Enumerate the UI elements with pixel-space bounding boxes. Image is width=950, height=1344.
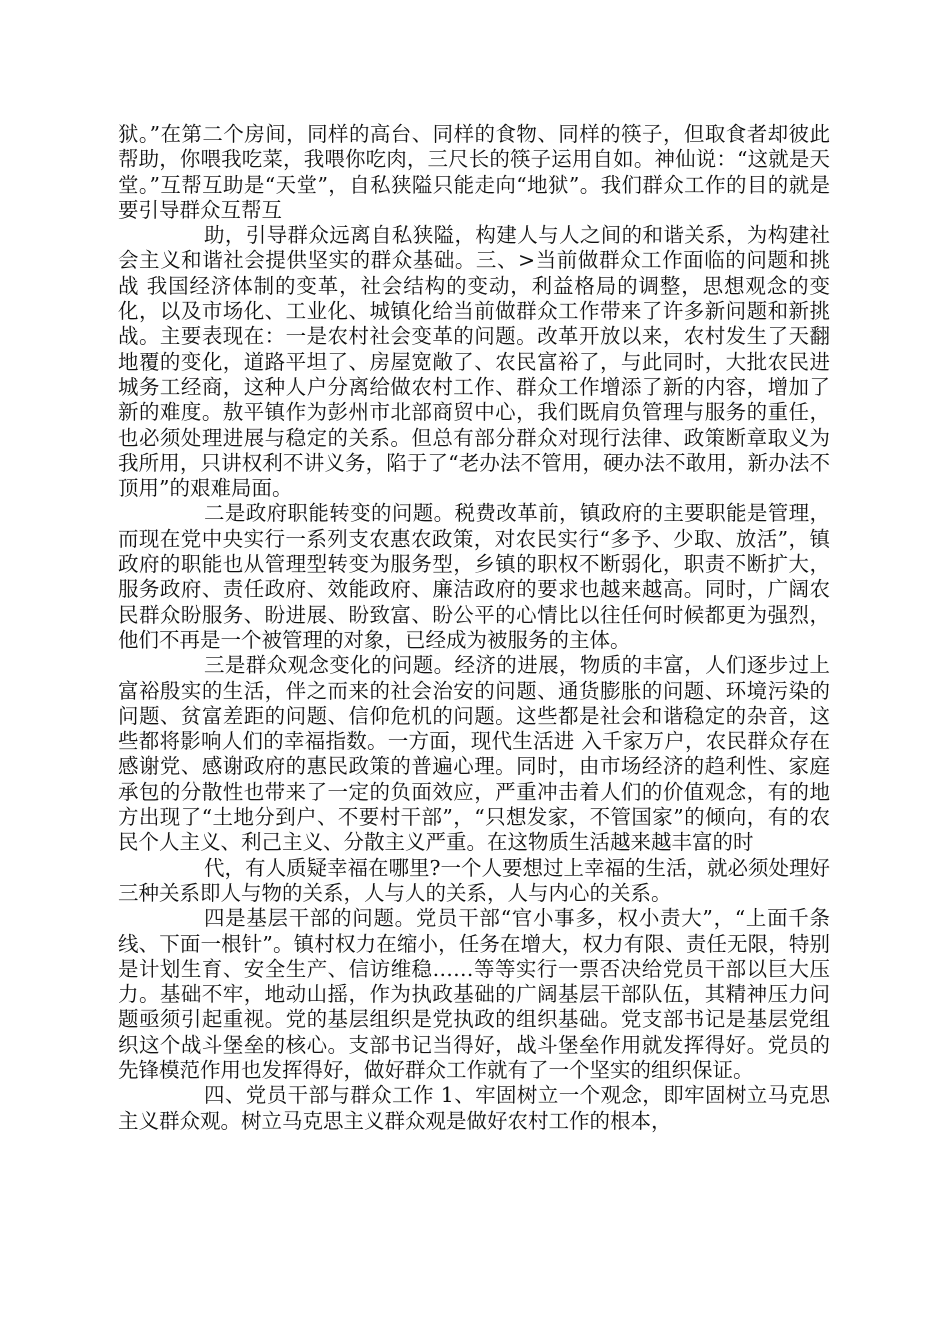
- paragraph-heaven-hell-story: 狱。”在第二个房间，同样的高台、同样的食物、同样的筷子，但取食者却彼此帮助，你喂我吃菜，我喂你吃肉，三尺长的筷子运用自如。神仙说：“这就是天堂。”互帮互助是“天堂”，自私狭隘只能走向“地狱”。我们群众工作的目的就是要引导群众互帮互: [118, 122, 830, 222]
- paragraph-challenges-intro: 助，引导群众远离自私狭隘，构建人与人之间的和谐关系，为构建社会主义和谐社会提供坚实的群众基础。三、>当前做群众工作面临的问题和挑战 我国经济体制的变革，社会结构的变动，利益格局的调整，思想观念的变化，以及市场化、工业化、城镇化给当前做群众工作带来了许多新问题和新挑战。主要表现在：一是农村社会变革的问题。改革开放以来，农村发生了天翻地覆的变化，道路平坦了、房屋宽敞了、农民富裕了，与此同时，大批农民进城务工经商，这种人户分离给做农村工作、群众工作增添了新的内容，增加了新的难度。敖平镇作为彭州市北部商贸中心，我们既肩负管理与服务的重任，也必须处理进展与稳定的关系。但总有部分群众对现行法律、政策断章取义为我所用，只讲权利不讲义务，陷于了“老办法不管用，硬办法不敢用，新办法不顶用”的艰难局面。: [118, 223, 830, 501]
- document-page: [118, 122, 830, 1134]
- paragraph-grassroots-cadres: 四是基层干部的问题。党员干部“官小事多，权小责大”，“上面千条线、下面一根针”。镇村权力在缩小，任务在增大，权力有限、责任无限，特别是计划生育、安全生产、信访维稳……等等实行一票否决给党员干部以巨大压力。基础不牢，地动山摇，作为执政基础的广阔基层干部队伍，其精神压力问题亟须引起重视。党的基层组织是党执政的组织基础。党支部书记是基层党组织这个战斗堡垒的核心。支部书记当得好，战斗堡垒作用就发挥得好。党员的先锋模范作用也发挥得好，做好群众工作就有了一个坚实的组织保证。: [118, 906, 830, 1082]
- paragraph-government-functions: 二是政府职能转变的问题。税费改革前，镇政府的主要职能是管理，而现在党中央实行一系列支农惠农政策，对农民实行“多予、少取、放活”，镇政府的职能也从管理型转变为服务型，乡镇的职权不断弱化，职责不断扩大，服务政府、责任政府、效能政府、廉洁政府的要求也越来越高。同时，广阔农民群众盼服务、盼进展、盼致富、盼公平的心情比以往任何时候都更为强烈，他们不再是一个被管理的对象，已经成为被服务的主体。: [118, 501, 830, 652]
- paragraph-public-attitudes: 三是群众观念变化的问题。经济的进展，物质的丰富，人们逐步过上富裕殷实的生活，伴之而来的社会治安的问题、通货膨胀的问题、环境污染的问题、贫富差距的问题、信仰危机的问题。这些都是社会和谐稳定的杂音，这些都将影响人们的幸福指数。一方面，现代生活进 入千家万户，农民群众存在感谢党、感谢政府的惠民政策的普遍心理。同时，由市场经济的趋利性、家庭承包的分散性也带来了一定的负面效应，严重冲击着人们的价值观念，有的地方出现了“土地分到户、不要村干部”，“只想发家，不管国家”的倾向，有的农民个人主义、利己主义、分散主义严重。在这物质生活越来越丰富的时: [118, 653, 830, 855]
- paragraph-happiness: 代，有人质疑幸福在哪里?一个人要想过上幸福的生活，就必须处理好三种关系即人与物的关系，人与人的关系，人与内心的关系。: [118, 855, 830, 905]
- paragraph-party-cadres-work: 四、党员干部与群众工作 1、牢固树立一个观念，即牢固树立马克思主义群众观。树立马克思主义群众观是做好农村工作的根本，: [118, 1083, 830, 1133]
